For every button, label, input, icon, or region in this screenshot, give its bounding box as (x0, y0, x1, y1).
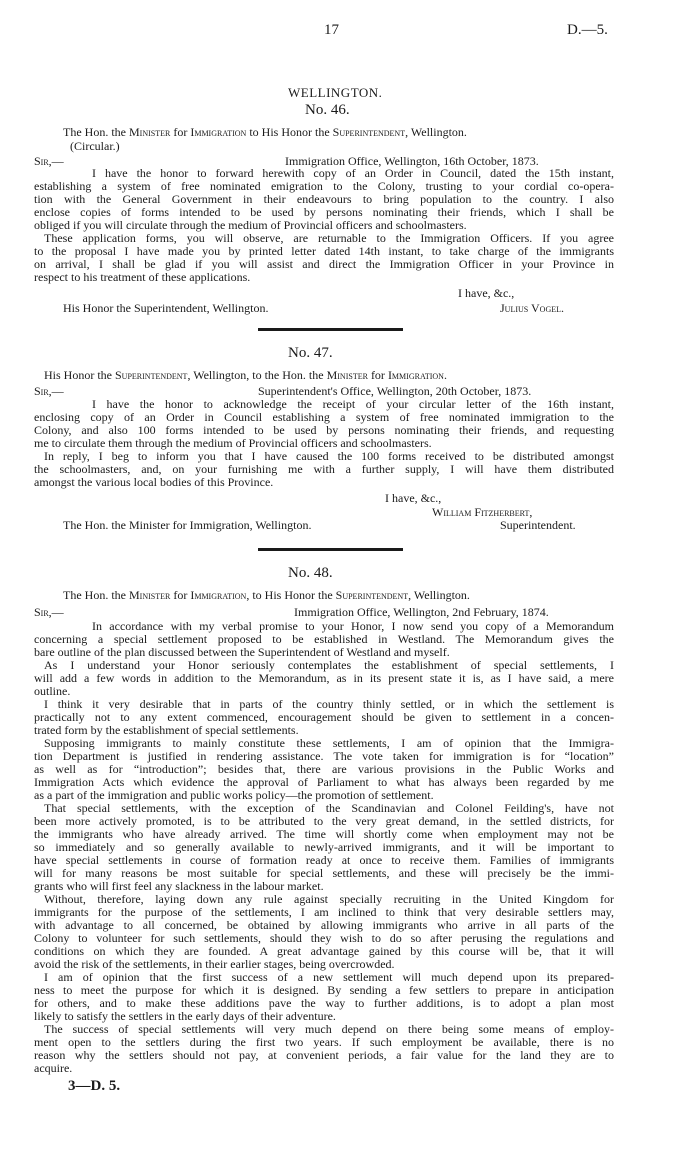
letter-48-line: bare outline of the plan discussed between the Superintendent of Westland and myself. (34, 645, 450, 659)
document-code: D.—5. (567, 22, 608, 38)
letter-48-line: reason why the settlers should not pay, at convenient periods, a fair value for the land they are to (34, 1048, 614, 1062)
letter-48-line: practically not to any extent commenced, encouragement should be given to settlement in a concen- (34, 710, 614, 724)
letter-48-line: The success of special settlements will very much depend on there being some means of employ- (44, 1022, 614, 1036)
letter-48-line: so immediately and so generally available to newly-arrived immigrants, and it will be important to (34, 840, 614, 854)
letter-46-signature: Julius Vogel. (500, 301, 565, 315)
letter-48-line: will add a few words in addition to the Memorandum, as in its present state it is, as I have said, a mere (34, 671, 614, 685)
letter-48-line: trated form by the establishment of special settlements. (34, 723, 299, 737)
letter-47-line: me to circulate them through the medium of Provincial officers and schoolmasters. (34, 436, 432, 450)
letter-48-line: immigrants for the purpose of the settlements, I am inclined to think that very desirable settlers may, (34, 905, 614, 919)
letter-48-line: with advantage to all concerned, be obtained by allowing immigrants who arrive in all parts of the (34, 918, 614, 932)
letter-48-line: In accordance with my verbal promise to your Honor, I now send you copy of a Memorandum (92, 619, 614, 633)
letter-46-line: enclose copies of forms intended to be used by persons nominating their friends, which I shall be (34, 205, 614, 219)
letter-46-addressee: His Honor the Superintendent, Wellington. (63, 301, 269, 315)
letter-48-line: That special settlements, with the exception of the Scandinavian and Colonel Feilding's, have not (44, 801, 614, 815)
letter-48-line: as a part of the immigration and public works policy—the promotion of settlement. (34, 788, 434, 802)
letter-46-line: establishing a system of free nominated emigration to the Colony, trusting to your cordial co-opera- (34, 179, 614, 193)
letter-47-line: Colony, and also 100 forms intended to be used by persons nominating their friends, and requesting (34, 423, 614, 437)
letter-46-salutation: Sir,— (34, 154, 64, 168)
letter-48-salutation: Sir,— (34, 605, 64, 619)
letter-46-closing: I have, &c., (458, 286, 515, 300)
letter-47-place-date: Superintendent's Office, Wellington, 20th October, 1873. (258, 384, 532, 398)
letter-48-line: Without, therefore, laying down any rule against specially recruiting in the United Kingdom for (44, 892, 614, 906)
letter-47-line: In reply, I beg to inform you that I have caused the 100 forms received to be distributed amongst (44, 449, 614, 463)
letter-48-line: concerning a special settlement proposed to be established in Westland. The Memorandum gives the (34, 632, 614, 646)
letter-47-line: the schoolmasters, and, on your furnishing me with a further supply, I will have them distributed (34, 462, 614, 476)
letter-48-line: Immigration Acts which evidence the approval of Parliament to what has always been regarded by me (34, 775, 614, 789)
signature-mark: 3—D. 5. (68, 1078, 121, 1094)
letter-48-line: been more actively promoted, is to be attributed to the very great demand, in the settled districts, for (34, 814, 614, 828)
letter-48-line: As I understand your Honor seriously contemplates the establishment of special settlements, I (44, 658, 614, 672)
letter-47-line: amongst the various local bodies of this Province. (34, 475, 274, 489)
letter-48-line: have special settlements in course of formation ready at once to receive them. Families of immigrants (34, 853, 614, 867)
letter-46-heading: The Hon. the Minister for Immigration to His Honor the Superintendent, Wellington. (63, 125, 467, 139)
section-divider (258, 548, 403, 551)
letter-48-line: ness to meet the purpose for which it is designed. By sending a few settlers to prepare in anticipation (34, 983, 614, 997)
letter-48-heading: The Hon. the Minister for Immigration, to His Honor the Superintendent, Wellington. (63, 588, 470, 602)
letter-46-line: on arrival, I shall be glad if you will assist and direct the Immigration Officer in your Province in (34, 257, 614, 271)
letter-48-line: will for many reasons be most suitable for special settlements, and these will precisely be the immi- (34, 866, 614, 880)
letter-48-line: Supposing immigrants to mainly constitute these settlements, I am of opinion that the Immigra- (44, 736, 614, 750)
letter-48-line: I am of opinion that the first success of a new settlement will much depend upon its prepared- (44, 970, 614, 984)
letter-48-line: Colony to volunteer for such settlements, should they wish to do so after perusing the regulations and (34, 931, 614, 945)
letter-46-place-date: Immigration Office, Wellington, 16th October, 1873. (285, 154, 539, 168)
letter-46-line: obliged if you will circulate through the medium of Provincial officers and schoolmasters. (34, 218, 467, 232)
letter-48-line: likely to satisfy the settlers in the early days of their adventure. (34, 1009, 336, 1023)
letter-48-place-date: Immigration Office, Wellington, 2nd February, 1874. (294, 605, 549, 619)
letter-48-line: acquire. (34, 1061, 73, 1075)
letter-48-line: avoid the risk of the settlements, in their earlier stages, being overcrowded. (34, 957, 395, 971)
letter-48-line: tion Department is justified in rendering assistance. The vote taken for immigration is for “location” (34, 749, 614, 763)
letter-48-line: outline. (34, 684, 71, 698)
letter-48-line: the immigrants who have already arrived. The time will shortly come when employment may not be (34, 827, 614, 841)
letter-47-closing: I have, &c., (385, 491, 442, 505)
letter-46-number: No. 46. (305, 102, 350, 118)
letter-46-line: respect to his treatment of these applications. (34, 270, 251, 284)
letter-47-signatory-title: Superintendent. (500, 518, 576, 532)
letter-47-line: enclosing copy of an Order in Council establishing a system of free nominated immigration to the (34, 410, 614, 424)
page-number: 17 (324, 22, 339, 38)
letter-47-signature: William Fitzherbert, (432, 505, 533, 519)
letter-48-line: ment open to the settlers during the first two years. If such employment be available, there is no (34, 1035, 614, 1049)
letter-47-heading: His Honor the Superintendent, Wellington, to the Hon. the Minister for Immigration. (44, 368, 447, 382)
letter-48-line: conditions on which they are founded. A great advantage gained by this course will be, that it will (34, 944, 614, 958)
letter-46-line: tion with the General Government in their endeavours to bring population to the country. I also (34, 192, 614, 206)
letter-48-line: for others, and to make these additions pave the way to further additions, is to adopt a plan most (34, 996, 614, 1010)
letter-46-line: I have the honor to forward herewith copy of an Order in Council, dated the 15th instant, (92, 166, 614, 180)
letter-46-circular: (Circular.) (70, 139, 120, 153)
region-heading: WELLINGTON. (288, 85, 383, 100)
letter-48-number: No. 48. (288, 565, 333, 581)
letter-48-line: I think it very desirable that in parts of the country thinly settled, or in which the settlement is (44, 697, 614, 711)
letter-47-addressee: The Hon. the Minister for Immigration, Wellington. (63, 518, 312, 532)
letter-48-line: grants who will first feel any slackness in the labour market. (34, 879, 324, 893)
letter-48-line: as well as for “introduction”; besides that, there are various provisions in the Public Works and (34, 762, 614, 776)
section-divider (258, 328, 403, 331)
letter-47-line: I have the honor to acknowledge the receipt of your circular letter of the 16th instant, (92, 397, 614, 411)
letter-46-line: to the proposal I have made you by printed letter dated 14th instant, to take charge of the immigrants (34, 244, 614, 258)
letter-47-number: No. 47. (288, 345, 333, 361)
letter-46-line: These application forms, you will observe, are returnable to the Immigration Officers. If you agree (44, 231, 614, 245)
letter-47-salutation: Sir,— (34, 384, 64, 398)
